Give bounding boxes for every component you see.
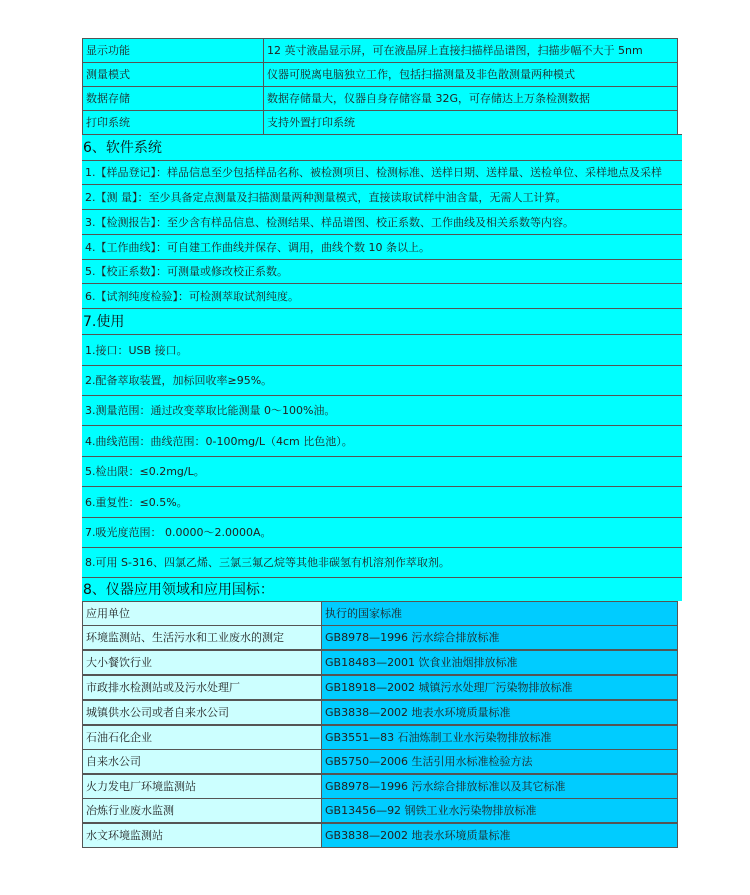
section7-item-3: 3.测量范围：通过改变萃取比能测量 0～100%油。 [82,395,682,425]
spec-label-display: 显示功能 [82,38,264,63]
section7-item-6: 6.重复性：≤0.5%。 [82,486,682,517]
section7-item-8: 8.可用 S-316、四氯乙烯、三氯三氟乙烷等其他非碳氢有机溶剂作萃取剂。 [82,547,682,577]
standards-standard-7: GB8978—1996 污水综合排放标准以及其它标准 [321,774,678,799]
section8-heading: 8、仪器应用领域和应用国标： [82,577,682,601]
section6-item-4: 4.【工作曲线】：可自建工作曲线并保存、调用，曲线个数 10 条以上。 [82,234,682,259]
standards-unit-2: 大小餐饮行业 [82,650,322,675]
section7-heading: 7.使用 [82,308,682,334]
spec-value-print: 支持外置打印系统 [263,110,678,135]
section7-item-1: 1.接口：USB 接口。 [82,334,682,365]
standards-header-unit: 应用单位 [82,601,322,626]
section6-item-2: 2.【测 量】：至少具备定点测量及扫描测量两种测量模式，直接读取试样中油含量，无需人工计算。 [82,184,682,209]
section7-item-4: 4.曲线范围：曲线范围：0-100mg/L（4cm 比色池）。 [82,425,682,456]
standards-standard-9: GB3838—2002 地表水环境质量标准 [321,823,678,848]
standards-unit-1: 环境监测站、生活污水和工业废水的测定 [82,625,322,650]
spec-label-storage: 数据存储 [82,86,264,111]
standards-standard-5: GB3551—83 石油炼制工业水污染物排放标准 [321,725,678,750]
standards-standard-2: GB18483—2001 饮食业油烟排放标准 [321,650,678,675]
standards-unit-8: 冶炼行业废水监测 [82,798,322,823]
standards-standard-6: GB5750—2006 生活引用水标准检验方法 [321,749,678,774]
spec-value-mode: 仪器可脱离电脑独立工作，包括扫描测量及非色散测量两种模式 [263,62,678,87]
standards-header-standard: 执行的国家标准 [321,601,678,626]
standards-standard-4: GB3838—2002 地表水环境质量标准 [321,700,678,725]
standards-unit-9: 水文环境监测站 [82,823,322,848]
standards-unit-6: 自来水公司 [82,749,322,774]
section6-item-1: 1.【样品登记】：样品信息至少包括样品名称、被检测项目、检测标准、送样日期、送样量、送检单位、采样地点及采样 [82,160,682,184]
standards-standard-3: GB18918—2002 城镇污水处理厂污染物排放标准 [321,675,678,700]
spec-value-storage: 数据存储量大，仪器自身存储容量 32G，可存储达上万条检测数据 [263,86,678,111]
section6-item-3: 3.【检测报告】：至少含有样品信息、检测结果、样品谱图、校正系数、工作曲线及相关系数等内容。 [82,209,682,234]
section7-item-2: 2.配备萃取装置，加标回收率≥95%。 [82,365,682,395]
standards-unit-5: 石油石化企业 [82,725,322,750]
spec-label-print: 打印系统 [82,110,264,135]
section7-item-5: 5.检出限：≤0.2mg/L。 [82,456,682,486]
standards-unit-4: 城镇供水公司或者自来水公司 [82,700,322,725]
section6-item-5: 5.【校正系数】：可测量或修改校正系数。 [82,259,682,283]
standards-unit-3: 市政排水检测站或及污水处理厂 [82,675,322,700]
standards-standard-1: GB8978—1996 污水综合排放标准 [321,625,678,650]
section7-item-7: 7.吸光度范围： 0.0000～2.0000A。 [82,517,682,547]
section6-item-6: 6.【试剂纯度检验】：可检测萃取试剂纯度。 [82,283,682,308]
standards-unit-7: 火力发电厂环境监测站 [82,774,322,799]
spec-value-display: 12 英寸液晶显示屏，可在液晶屏上直接扫描样品谱图，扫描步幅不大于 5nm [263,38,678,63]
section6-heading: 6、软件系统 [82,134,682,160]
spec-label-mode: 测量模式 [82,62,264,87]
standards-standard-8: GB13456—92 钢铁工业水污染物排放标准 [321,798,678,823]
